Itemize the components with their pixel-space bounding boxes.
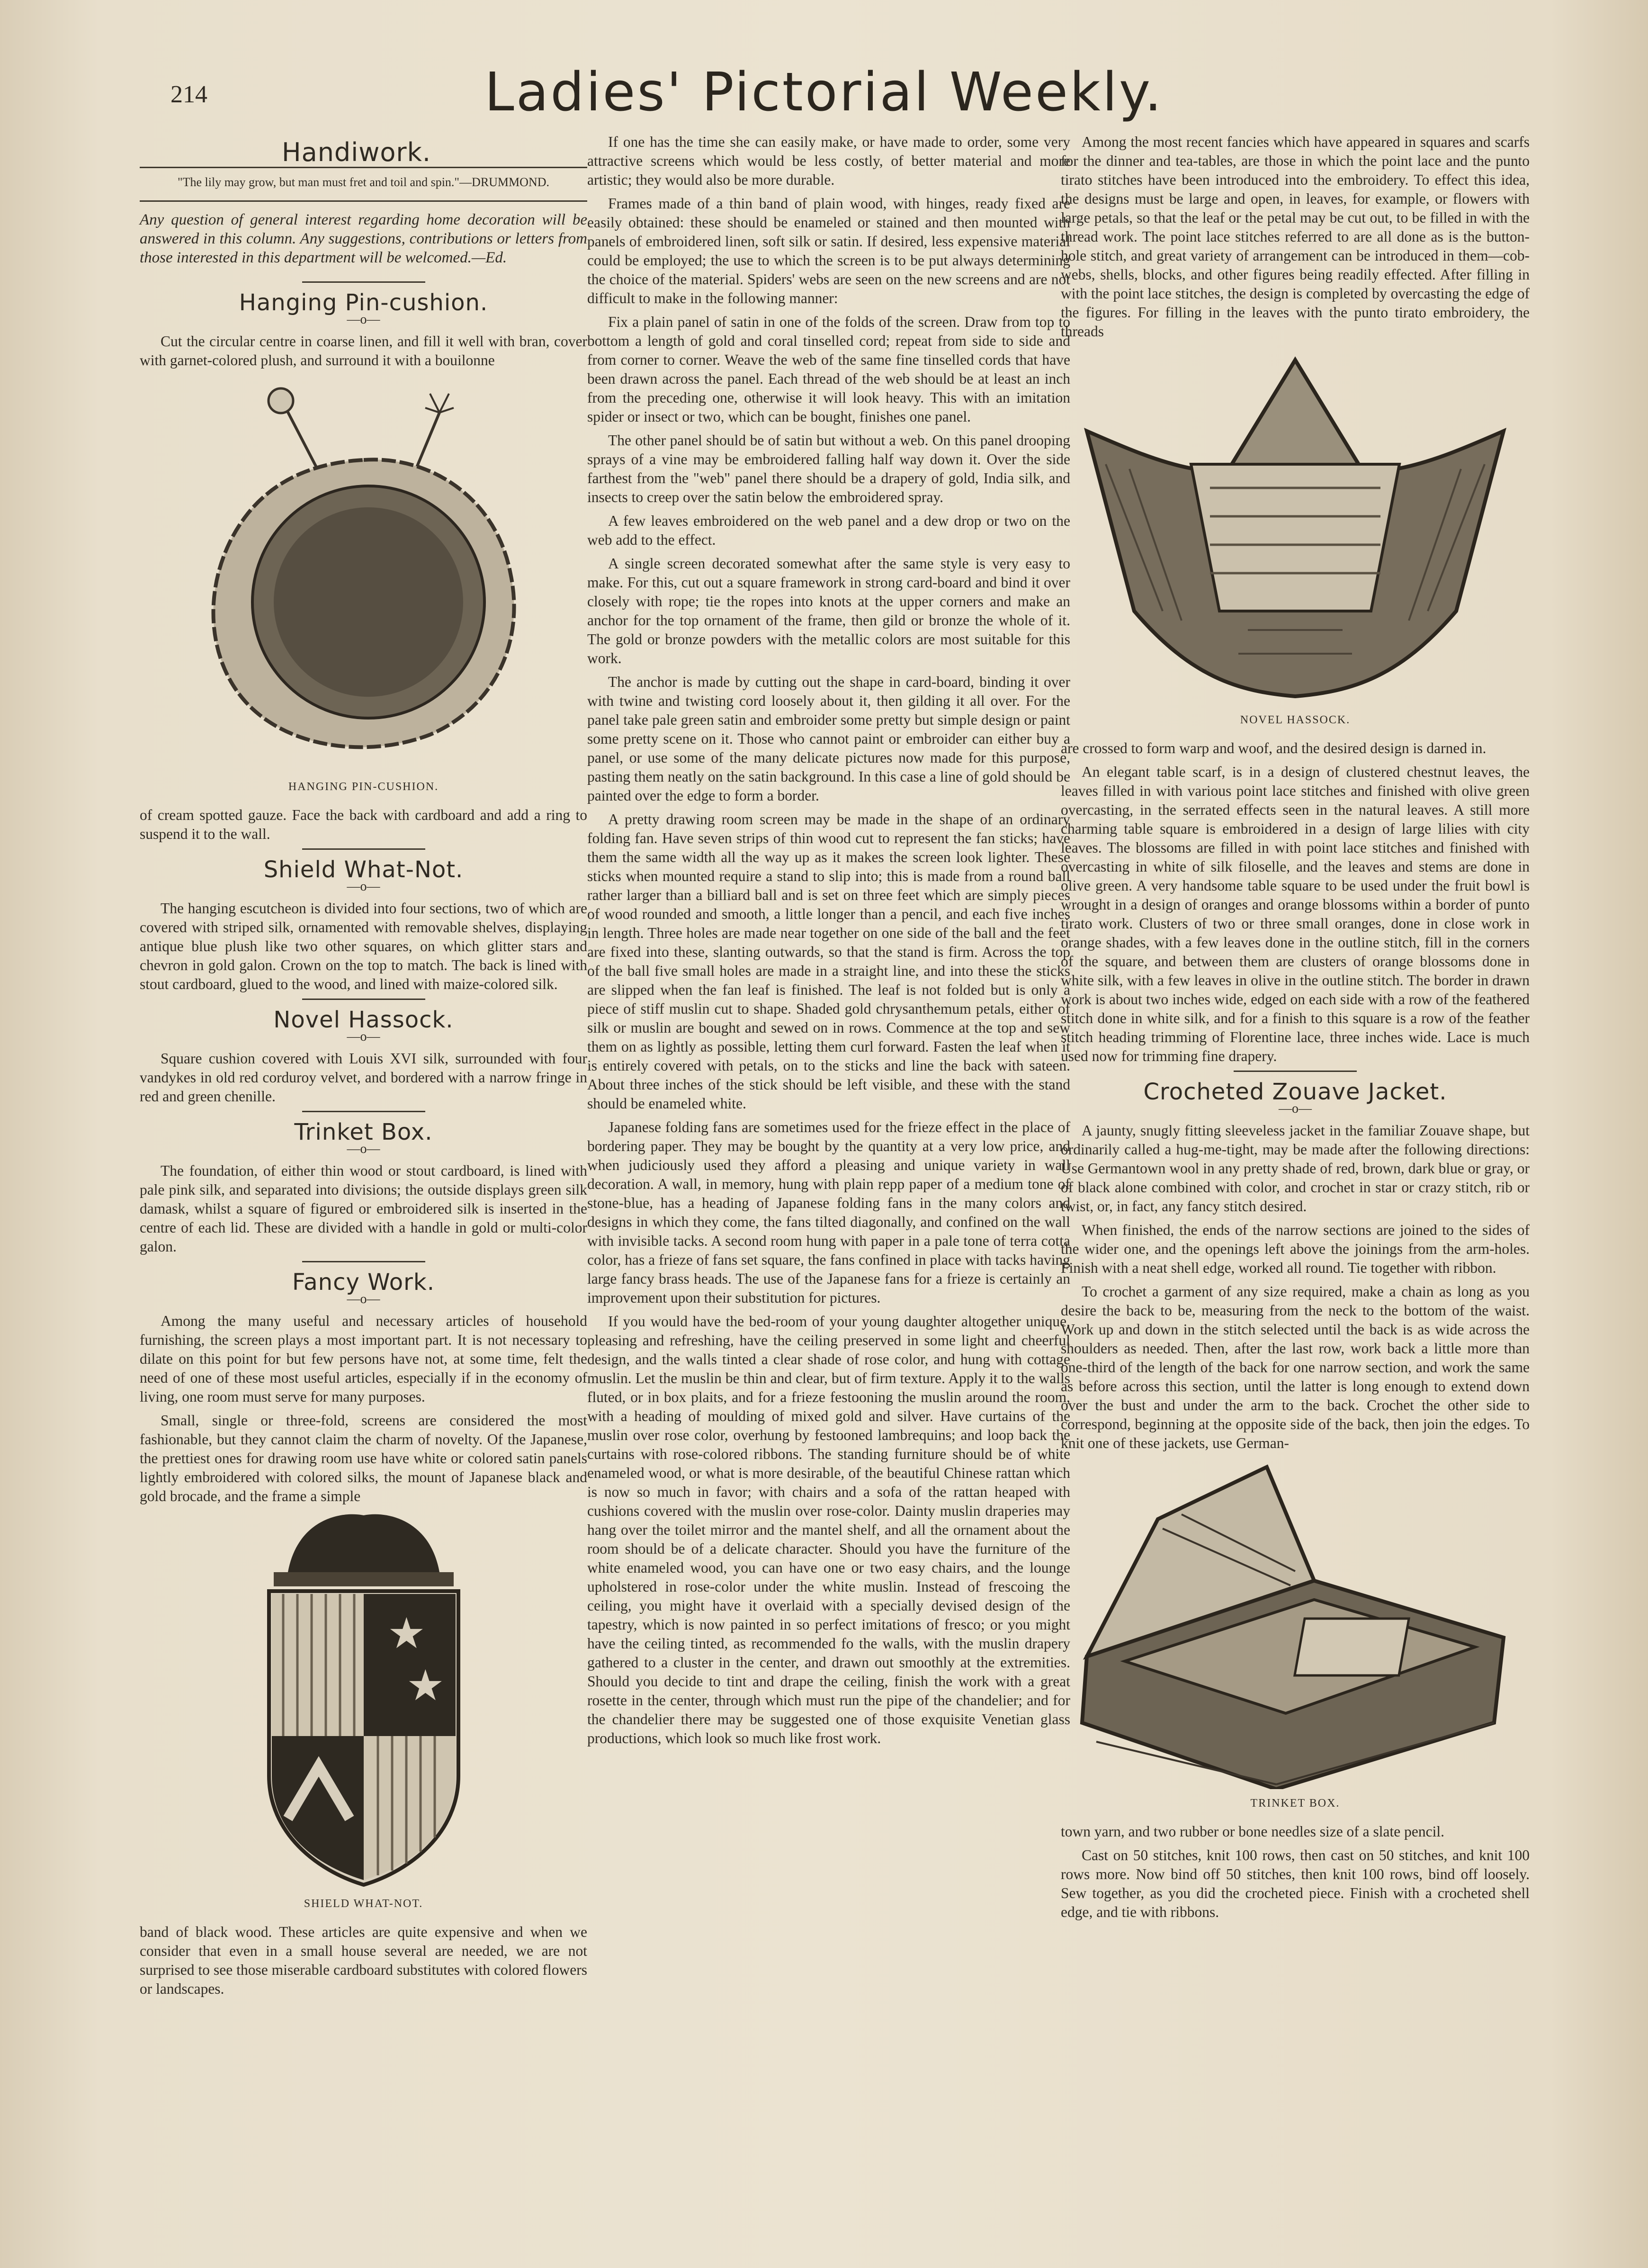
divider bbox=[302, 1111, 425, 1112]
col3-p6: To crochet a garment of any size required, make a chain as long as you desire the back to be, measuring from the neck to the bottom of the waist. Work up and down in the stitch selected until the back is as wide across the shoulders as needed. Then, after the last row, work back a little more than one-third of the length of the back for one narrow section, and work the same as before across this section, until the latter is long enough to extend down over the bust and under the arm to the back. Crochet the other side to correspond, beginning at the opposite side of the back, then join the edges. To knit one of these jackets, use German- bbox=[1061, 1283, 1530, 1451]
masthead: Ladies' Pictorial Weekly. bbox=[484, 62, 1164, 123]
pin-cushion-heading: Hanging Pin-cushion. bbox=[239, 289, 488, 316]
col2-p2: Frames made of a thin band of plain wood, with hinges, ready fixed are easily obtained: these should be enameled or stained and then mounted with panels of embroidered linen, soft silk or satin. If desired, less expensive material could be employed; the use to which the screen is to be put always determining the choice of the material. Spiders' webs are seen on the new screens and are not difficult to make in the following manner: bbox=[587, 195, 1070, 306]
col2-p5: A few leaves embroidered on the web panel and a dew drop or two on the web add to the effect. bbox=[587, 513, 1070, 548]
column-3 bbox=[1061, 133, 1530, 1926]
ornament: —o— bbox=[347, 879, 380, 894]
pin-cushion-text: Cut the circular centre in coarse linen, and fill it well with bran, cover with garnet-colored plush, and surround it with a bouilonne bbox=[140, 333, 587, 369]
hassock-illustration bbox=[1068, 346, 1523, 706]
shield-heading: Shield What-Not. bbox=[263, 856, 464, 883]
column-1 bbox=[140, 133, 587, 2003]
divider bbox=[302, 1261, 425, 1262]
page-number: 214 bbox=[170, 81, 207, 108]
col2-p10: If you would have the bed-room of your young daughter altogether unique, pleasing and refreshing, have the ceiling preserved in some light and cheerful design, and the walls tinted a clear shade of rose color, and hung with cottage muslin. Let the muslin be thin and clear, but of firm texture. Apply it to the walls fluted, or in box plaits, and for a frieze festooning the muslin around the room, with a heading of moulding of mixed gold and silver. Have curtains of the muslin over rose color, overhung by festooned lambrequins; and loop back the curtains with rose-colored ribbons. The standing furniture should be of white enameled wood, or what is more desirable, of the beautiful Chinese rattan which is now so much in favor; with chairs and a sofa of the rattan heaped with cushions covered with the muslin over rose-color. Dainty muslin draperies may hang over the toilet mirror and the mantel shelf, and all the ornament about the room should be of a delicate character. Should you have the furniture of the white enameled wood, you can have one or two easy chairs, and the lounge upholstered in rose-color under the white muslin. Instead of frescoing the ceiling, you might have it overlaid with a specially devised design of the tapestry, which is now painted in so perfect imitations of fresco; or you might have the ceiling tinted, as recommended fo the walls, with the muslin drapery gathered to a cluster in the center, and drawn out smoothly at the extremities. Should you decide to tint and drape the ceiling, finish the work with a great rosette in the center, through which must run the pipe of the chandelier; and for the chandelier there may be suggested one of those exquisite Venetian glass productions, which look so much like frost work. bbox=[587, 1313, 1070, 1746]
trinket-box-illustration bbox=[1068, 1458, 1523, 1789]
ornament: —o— bbox=[347, 1292, 380, 1306]
svg-text:★: ★ bbox=[406, 1661, 445, 1710]
fancy-work-p1: Among the many useful and necessary articles of household furnishing, the screen plays a most important part. It is not necessary to dilate on this point for but few persons have not, at some time, felt the need of one of these most useful articles, especially if in the economy of living, one room must serve for many purposes. bbox=[140, 1313, 587, 1405]
editor-note: Any question of general interest regarding home decoration will be answered in this column. Any suggestions, contributions or letters from those interested in this department will be welcomed.—Ed. bbox=[140, 211, 587, 266]
hassock-text: Square cushion covered with Louis XVI silk, surrounded with four vandykes in old red corduroy velvet, and bordered with a narrow fringe in red and green chenille. bbox=[140, 1050, 587, 1105]
hassock-heading: Novel Hassock. bbox=[273, 1007, 454, 1033]
col3-p8: Cast on 50 stitches, knit 100 rows, then cast on 50 stitches, and knit 100 rows more. Now bind off 50 stitches, then knit 100 rows, bind off loosely. Sew together, as you did the crocheted piece. Finish with a crocheted shell edge, and tie with ribbons. bbox=[1061, 1847, 1530, 1920]
col2-p9: Japanese folding fans are sometimes used for the frieze effect in the place of bordering paper. They may be bought by the quantity at a very low price, and when judiciously used they afford a pleasing and unique variety in wall decoration. A wall, in memory, hung with plain repp paper of a medium tone of stone-blue, has a heading of Japanese folding fans in the many colors and designs in which they come, the fans tilted diagonally, and confined on the wall with invisible tacks. A second room hung with paper in a pale tone of terra cotta color, has a frieze of fans set square, the fans confined in place with tacks having large fancy brass heads. The use of the Japanese fans for a frieze is certainly an improvement upon their substitution for pictures. bbox=[587, 1119, 1070, 1306]
trinket-box-caption: TRINKET BOX. bbox=[1250, 1797, 1340, 1809]
ornament: —o— bbox=[347, 1029, 380, 1044]
col2-p8: A pretty drawing room screen may be made in the shape of an ordinary folding fan. Have seven strips of thin wood cut to represent the fan sticks; have them the same width all the way up as it makes the screen look lighter. These sticks when mounted require a stand to slip into; this is made from a round ball rather larger than a billiard ball and is set on three feet which are simply pieces of wood rounded and smooth, a little longer than a pencil, and each five inches in length. Three holes are made near together on one side of the ball and the feet are fixed into these, slanting outwards, so that the stand is firm. Across the top of the ball five small holes are made in a straight line, and into these the sticks are slipped when the fan leaf is finished. The leaf is not folded but is only a piece of stiff muslin cut to shape. Shaded gold chrysanthemum petals, either of silk or muslin are bought and sewed on in rows. Commence at the top and sew them on as lightly as possible, letting them curl forward. Fasten the leaf when it is entirely covered with petals, on to the sticks and line the back with sateen. About three inches of the stick should be left visible, and these with the stand should be enameled white. bbox=[587, 811, 1070, 1112]
divider bbox=[302, 281, 425, 283]
ornament: —o— bbox=[1279, 1101, 1312, 1116]
epigraph: "The lily may grow, but man must fret and toil and spin."—DRUMMOND. bbox=[177, 175, 549, 189]
col3-p5: When finished, the ends of the narrow sections are joined to the sides of the wider one, and the openings left above the joinings from the arm-holes. Finish with a neat shell edge, worked all round. Tie together with ribbon. bbox=[1061, 1222, 1530, 1276]
trinket-text: The foundation, of either thin wood or stout cardboard, is lined with pale pink silk, and separated into divisions; the outside displays green silk damask, whilst a square of figured or embroidered silk is inserted in the centre of each lid. These are divided with a handle in gold or multi-color galon. bbox=[140, 1162, 587, 1255]
col2-p1: If one has the time she can easily make, or have made to order, some very attractive screens which would be less costly, of better material and more artistic; they would also be more durable. bbox=[587, 134, 1070, 188]
col3-p3: An elegant table scarf, is in a design of clustered chestnut leaves, the leaves filled in with various point lace stitches and finished with olive green overcasting, in the serrated effects seen in the natural leaves. A still more charming table square is embroidered in a design of large lilies with city leaves. The blossoms are filled in with point lace stitches and finished with overcasting in white of silk filoselle, and the leaves and stems are done in olive green. A very handsome table square to be used under the fruit bowl is wrought in a design of oranges and orange blossoms within a border of punto tirato work. Clusters of two or three small oranges, done in close work in orange shades, with a few leaves done in the outline stitch, fill in the corners of the square, and between them are clusters of orange blossoms done in white silk, with a few leaves in olive in the outline stitch. The border in drawn work is about two inches wide, edged on each side with a row of the feathered stitch done in white silk, and for a finish to this square is a row of the feather stitch heading trimming of Florentine lace, three inches wide. Lace is much used now for trimming fine drapery. bbox=[1061, 764, 1530, 1064]
col2-p4: The other panel should be of satin but without a web. On this panel drooping sprays of a vine may be embroidered falling half way down it. Over the side farthest from the "web" panel there should be a drapery of gold, India silk, and insects to creep over the satin below the embroidered spray. bbox=[587, 432, 1070, 505]
trinket-heading: Trinket Box. bbox=[294, 1119, 433, 1145]
col3-p1: Among the most recent fancies which have appeared in squares and scarfs for the dinner and tea-tables, are those in which the point lace and the punto tirato stitches have been introduced into the embroidery. To effect this idea, the designs must be large and open, in leaves, for example, or flowers with large petals, so that the leaf or the petal may be cut out, to be filled in with the thread work. The point lace stitches referred to are all done as is the button-hole stitch, and great variety of arrangement can be introduced in them—cob-webs, shells, blocks, and other figures being readily effected. After filling in with the point lace stitches, the design is completed by overcasting the edge of the figures. For filling in the leaves with the punto tirato embroidery, the threads bbox=[1061, 134, 1530, 340]
shield-text: The hanging escutcheon is divided into four sections, two of which are covered with striped silk, ornamented with removable shelves, displaying antique blue plush like two other squares, on which glitter stars and chevron in gold galon. Crown on the top to match. The back is lined with stout cardboard, glued to the wood, and lined with maize-colored silk. bbox=[140, 900, 587, 992]
col2-p6: A single screen decorated somewhat after the same style is very easy to make. For this, cut out a square framework in strong card-board and bind it over closely with rope; tie the ropes into knots at the upper corners and make an anchor for the top ornament of the frame, then gild or bronze the whole of it. The gold or bronze powders with the metallic colors are most suitable for this work. bbox=[587, 555, 1070, 666]
zouave-heading: Crocheted Zouave Jacket. bbox=[1143, 1079, 1447, 1105]
col3-p2: are crossed to form warp and woof, and the desired design is darned in. bbox=[1061, 740, 1487, 756]
fancy-work-p3: band of black wood. These articles are quite expensive and when we consider that even in a small house several are needed, we are not surprised to see those miserable cardboard substitutes with colored flowers or landscapes. bbox=[140, 1924, 587, 1997]
column-2 bbox=[587, 133, 1070, 1753]
handiwork-heading: Handiwork. bbox=[282, 137, 431, 167]
ornament: —o— bbox=[347, 312, 380, 327]
pin-cushion-text-cont: of cream spotted gauze. Face the back with cardboard and add a ring to suspend it to the wall. bbox=[140, 807, 587, 842]
shield-illustration bbox=[231, 1511, 496, 1890]
pin-cushion-illustration bbox=[165, 375, 563, 773]
pin-cushion-caption: HANGING PIN-CUSHION. bbox=[288, 781, 439, 793]
divider bbox=[1234, 1071, 1357, 1072]
fancy-work-p2: Small, single or three-fold, screens are considered the most fashionable, but they cannot claim the charm of novelty. Of the Japanese, the prettiest ones for drawing room use have white or colored satin panels lightly embroidered with colored silks, the mount of Japanese black and gold brocade, and the frame a simple bbox=[140, 1412, 587, 1504]
ornament: —o— bbox=[347, 1142, 380, 1156]
divider bbox=[302, 848, 425, 850]
divider bbox=[140, 200, 587, 202]
hassock-caption: NOVEL HASSOCK. bbox=[1240, 714, 1351, 726]
shield-caption: SHIELD WHAT-NOT. bbox=[304, 1898, 423, 1910]
col3-p7: town yarn, and two rubber or bone needles size of a slate pencil. bbox=[1061, 1823, 1444, 1840]
svg-text:★: ★ bbox=[387, 1609, 426, 1658]
col3-p4: A jaunty, snugly fitting sleeveless jacket in the familiar Zouave shape, but ordinarily called a hug-me-tight, may be made after the following directions: Use Germantown wool in any pretty shade of red, brown, dark blue or gray, or of black alone combined with color, and crochet in star or crazy stitch, rib or twist, or, in fact, any fancy stitch desired. bbox=[1061, 1122, 1530, 1215]
divider bbox=[302, 999, 425, 1000]
col2-p7: The anchor is made by cutting out the shape in card-board, binding it over with twine and twisting cord loosely about it, then gilding it all over. For the panel take pale green satin and embroider some pretty but simple design or paint some pretty scene on it. Those who cannot paint or embroider can either buy a panel, or use some of the many delicate pictures now made for this purpose, pasting them neatly on the satin background. In this case a line of gold should be painted over the edge to form a border. bbox=[587, 674, 1070, 804]
fancy-work-heading: Fancy Work. bbox=[292, 1269, 435, 1296]
col2-p3: Fix a plain panel of satin in one of the folds of the screen. Draw from top to bottom a length of gold and coral tinselled cord; repeat from side to side and from corner to corner. Weave the web of the same fine tinselled cords that have been drawn across the panel. Each thread of the web should be at least an inch from the preceding one, otherwise it will look heavy. This with an imitation spider or insect or two, which can be bought, finishes one panel. bbox=[587, 314, 1070, 425]
